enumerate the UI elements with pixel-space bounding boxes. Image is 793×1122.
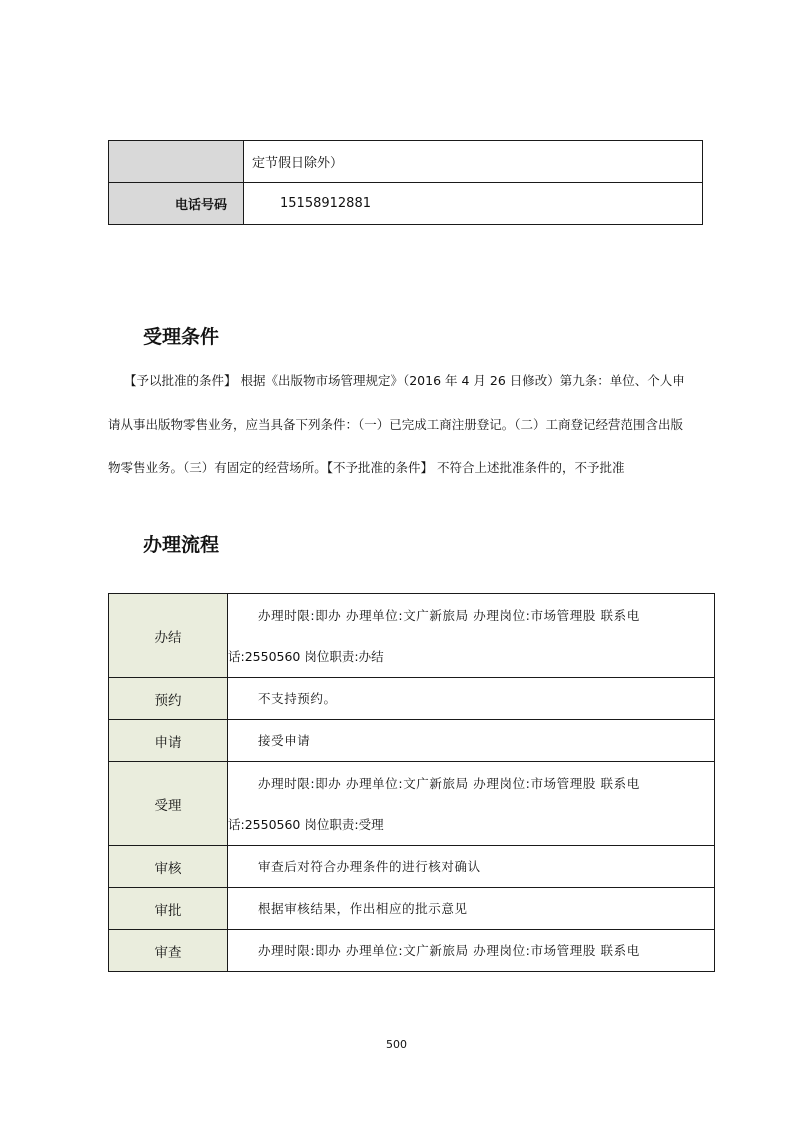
step-detail-line: 不支持预约。 bbox=[258, 691, 337, 706]
step-label: 办结 bbox=[109, 594, 228, 678]
step-detail bbox=[228, 846, 715, 888]
step-label: 审查 bbox=[109, 930, 228, 972]
step-label: 审批 bbox=[109, 888, 228, 930]
table-row bbox=[109, 594, 715, 678]
page-number: 500 bbox=[386, 1038, 407, 1051]
step-detail-line: 话:2550560 岗位职责:受理 bbox=[228, 816, 384, 832]
step-detail-line: 办理时限:即办 办理单位:文广新旅局 办理岗位:市场管理股 联系电 bbox=[258, 943, 640, 958]
table-row bbox=[109, 846, 715, 888]
contact-value-cell: 定节假日除外） bbox=[244, 141, 703, 183]
step-detail bbox=[228, 678, 715, 720]
contact-table bbox=[108, 140, 703, 225]
conditions-title: 受理条件 bbox=[143, 326, 220, 348]
step-label: 申请 bbox=[109, 720, 228, 762]
step-detail bbox=[228, 720, 715, 762]
step-detail-line: 话:2550560 岗位职责:办结 bbox=[228, 648, 384, 664]
step-detail bbox=[228, 762, 715, 846]
step-detail-line: 审查后对符合办理条件的进行核对确认 bbox=[258, 859, 481, 874]
table-row bbox=[109, 678, 715, 720]
contact-label-cell bbox=[109, 141, 244, 183]
phone-value: 15158912881 bbox=[244, 183, 703, 225]
step-detail bbox=[228, 930, 715, 972]
step-detail-line: 办理时限:即办 办理单位:文广新旅局 办理岗位:市场管理股 联系电 bbox=[258, 775, 640, 791]
step-detail bbox=[228, 888, 715, 930]
step-detail-line: 接受申请 bbox=[258, 733, 311, 748]
process-title: 办理流程 bbox=[143, 534, 220, 556]
step-detail-line: 办理时限:即办 办理单位:文广新旅局 办理岗位:市场管理股 联系电 bbox=[258, 607, 640, 623]
table-row bbox=[109, 141, 703, 183]
step-label: 受理 bbox=[109, 762, 228, 846]
table-row bbox=[109, 930, 715, 972]
step-detail-line: 根据审核结果，作出相应的批示意见 bbox=[258, 901, 468, 916]
step-label: 审核 bbox=[109, 846, 228, 888]
table-row bbox=[109, 888, 715, 930]
table-row bbox=[109, 183, 703, 225]
step-detail bbox=[228, 594, 715, 678]
process-table bbox=[108, 593, 715, 972]
step-label: 预约 bbox=[109, 678, 228, 720]
table-row bbox=[109, 762, 715, 846]
table-row bbox=[109, 720, 715, 762]
phone-label: 电话号码 bbox=[109, 183, 244, 225]
conditions-text: 【予以批准的条件】 根据《出版物市场管理规定》（2016 年 4 月 26 日修改）第九条：单位、个人申请从事出版物零售业务，应当具备下列条件：（一）已完成工商注册登记。（二）工商登记经营范围含出版物零售业务。（三）有固定的经营场所。【不予批准的条件】 不符合上述批准条件的，不予批准 bbox=[108, 373, 685, 475]
